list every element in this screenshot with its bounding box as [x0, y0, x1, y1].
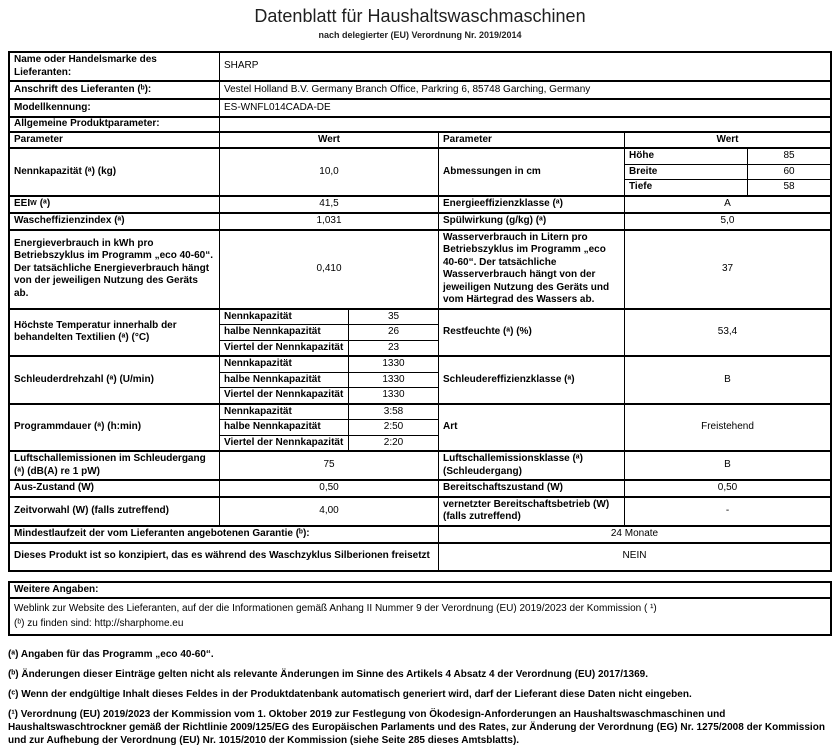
width-label: Breite — [625, 165, 748, 180]
row-capacity-dimensions — [10, 149, 830, 197]
column-header-row — [10, 133, 830, 150]
rated-capacity-label: Nennkapazität — [220, 357, 349, 372]
row-noise-noiseclass — [10, 452, 830, 481]
supplier-address-value: Vestel Holland B.V. Germany Branch Office, Parkring 6, 85748 Garching, Germany — [224, 83, 591, 95]
depth-value: 58 — [783, 181, 795, 192]
more-info-weblink-row — [10, 599, 830, 634]
section-header-row — [10, 118, 830, 133]
weblink-cell — [10, 599, 830, 634]
section-header-label: Allgemeine Produktparameter: — [10, 118, 220, 131]
weblink-line2: (ᵇ) zu finden sind: http://sharphome.eu — [14, 617, 184, 629]
supplier-address-label: Anschrift des Lieferanten (ᵇ): — [10, 82, 220, 98]
empty-cell — [220, 118, 830, 131]
model-id-value: ES-WNFL014CADA-DE — [224, 101, 331, 113]
column-header-wert-right: Wert — [716, 133, 739, 145]
water-consumption-label: Wasserverbrauch in Litern pro Betriebszyklus im Programm „eco 40-60“. Der tatsächliche Wasserverbrauch hängt von der jeweiligen Nutzung des Geräts und vom Härtegrad des Wassers ab. — [439, 231, 625, 308]
half-capacity-label: halbe Nennkapazität — [220, 325, 349, 340]
noise-label: Luftschallemissionen im Schleudergang (ᵃ) (dB(A) re 1 pW) — [10, 452, 220, 479]
half-capacity-value: 2:50 — [383, 421, 404, 432]
row-maxtemp-moisture — [10, 310, 830, 358]
column-header-parameter-right: Parameter — [439, 133, 625, 148]
rated-capacity-value: 35 — [387, 310, 400, 322]
dimensions-label: Abmessungen in cm — [439, 149, 625, 195]
wash-index-value: 1,031 — [220, 214, 439, 229]
more-info-header-row — [10, 583, 830, 600]
quarter-capacity-label: Viertel der Nennkapazität — [220, 436, 349, 451]
spin-rated — [220, 357, 438, 373]
rinse-value: 5,0 — [720, 214, 735, 226]
dimensions-subtable — [625, 149, 830, 195]
footnote-b: (ᵇ) Änderungen dieser Einträge gelten nicht als relevante Änderungen im Sinne des Artikels 4 Absatz 4 der Verordnung (EU) 2017/1369. — [8, 669, 649, 680]
energy-class-value: A — [724, 197, 731, 209]
energy-consumption-label: Energieverbrauch in kWh pro Betriebszyklus im Programm „eco 40-60“. Der tatsächliche Energieverbrauch hängt von der jeweiligen Nutzung des Geräts ab. — [10, 231, 220, 308]
delay-start-value: 4,00 — [220, 498, 439, 525]
table-row — [10, 100, 830, 118]
half-capacity-label: halbe Nennkapazität — [220, 420, 349, 435]
row-duration-type — [10, 405, 830, 453]
row-washindex-rinse — [10, 214, 830, 231]
eei-value: 41,5 — [220, 197, 439, 212]
row-silver-ions — [10, 544, 830, 570]
type-label: Art — [439, 405, 625, 451]
rated-capacity-label: Nennkapazität — [220, 405, 349, 420]
footnote-c: (ᶜ) Wenn der endgültige Inhalt dieses Feldes in der Produktdatenbank automatisch generiert wird, darf der Lieferant diese Daten nicht eingeben. — [8, 689, 692, 700]
off-mode-value: 0,50 — [220, 481, 439, 496]
quarter-capacity-label: Viertel der Nennkapazität — [220, 341, 349, 356]
column-header-wert-left: Wert — [220, 133, 439, 148]
capacity-value: 10,0 — [220, 149, 439, 195]
spin-half — [220, 373, 438, 389]
silver-ions-value: NEIN — [622, 550, 647, 562]
noise-value: 75 — [220, 452, 439, 479]
dimension-row-height — [625, 149, 830, 165]
quarter-capacity-label: Viertel der Nennkapazität — [220, 388, 349, 403]
duration-rated — [220, 405, 438, 421]
max-temp-subtable — [220, 310, 439, 356]
model-id-label: Modellkennung: — [10, 100, 220, 116]
spin-class-label: Schleudereffizienzklasse (ᵃ) — [439, 357, 625, 403]
energy-consumption-value: 0,410 — [220, 231, 439, 308]
standby-value: 0,50 — [717, 482, 738, 493]
height-label: Höhe — [625, 149, 748, 164]
delay-start-label: Zeitvorwahl (W) (falls zutreffend) — [10, 498, 220, 525]
type-value: Freistehend — [701, 421, 754, 432]
energy-class-label: Energieeffizienzklasse (ᵃ) — [439, 197, 625, 212]
duration-label: Programmdauer (ᵃ) (h:min) — [10, 405, 220, 451]
wash-index-label: Wascheffizienzindex (ᵃ) — [10, 214, 220, 229]
dimension-row-depth — [625, 180, 830, 195]
half-capacity-label: halbe Nennkapazität — [220, 373, 349, 388]
half-capacity-value: 26 — [387, 326, 400, 337]
warranty-label: Mindestlaufzeit der vom Lieferanten angebotenen Garantie (ᵇ): — [10, 527, 439, 542]
duration-half — [220, 420, 438, 436]
width-value: 60 — [783, 165, 795, 177]
row-delay-networked — [10, 498, 830, 527]
column-header-parameter-left: Parameter — [10, 133, 220, 148]
half-capacity-value: 1330 — [382, 373, 405, 385]
warranty-value: 24 Monate — [610, 527, 659, 539]
depth-label: Tiefe — [625, 180, 748, 195]
table-row — [10, 53, 830, 82]
max-temp-rated — [220, 310, 438, 326]
max-temp-quarter — [220, 341, 438, 356]
supplier-name-value: SHARP — [224, 60, 259, 72]
page-subtitle: nach delegierter (EU) Verordnung Nr. 2019/2014 — [318, 30, 522, 40]
product-parameters-table — [8, 51, 832, 572]
water-consumption-value: 37 — [721, 262, 734, 274]
page-title: Datenblatt für Haushaltswaschmaschinen — [254, 6, 586, 26]
off-mode-label: Aus-Zustand (W) — [10, 481, 220, 496]
silver-ions-label: Dieses Produkt ist so konzipiert, das es während des Waschzyklus Silberionen freisetzt — [10, 544, 439, 570]
rinse-label: Spülwirkung (g/kg) (ᵃ) — [439, 214, 625, 229]
table-row — [10, 82, 830, 100]
spin-class-value: B — [724, 373, 731, 385]
max-temp-half — [220, 325, 438, 341]
capacity-label: Nennkapazität (ᵃ) (kg) — [10, 149, 220, 195]
residual-moisture-value: 53,4 — [717, 326, 738, 337]
row-energy-water — [10, 231, 830, 310]
row-spinspeed-spinclass — [10, 357, 830, 405]
row-offmode-standby — [10, 481, 830, 498]
footnotes — [8, 648, 832, 747]
quarter-capacity-value: 1330 — [382, 389, 405, 400]
weblink-line1: Weblink zur Website des Lieferanten, auf der die Informationen gemäß Anhang II Nummer 9 der Verordnung (EU) 2019/2023 der Kommission ( ¹) — [14, 603, 657, 614]
max-temp-label: Höchste Temperatur innerhalb der behandelten Textilien (ᵃ) (°C) — [10, 310, 220, 356]
networked-standby-label: vernetzter Bereitschaftsbetrieb (W) (falls zutreffend) — [439, 498, 625, 525]
networked-standby-value: - — [725, 504, 730, 516]
quarter-capacity-value: 23 — [387, 341, 400, 353]
row-eei-energyclass — [10, 197, 830, 214]
noise-class-value: B — [724, 459, 731, 471]
more-info-header: Weitere Angaben: — [14, 583, 99, 595]
spin-speed-label: Schleuderdrehzahl (ᵃ) (U/min) — [10, 357, 220, 403]
spin-quarter — [220, 388, 438, 403]
spin-speed-subtable — [220, 357, 439, 403]
rated-capacity-value: 1330 — [382, 358, 405, 369]
footnote-a: (ᵃ) Angaben für das Programm „eco 40-60“. — [8, 649, 214, 660]
duration-quarter — [220, 436, 438, 451]
footnote-1: (¹) Verordnung (EU) 2019/2023 der Kommission vom 1. Oktober 2019 zur Festlegung von Ökodesign-Anforderungen an Haushaltswaschmaschinen und Haushaltswaschtrockner gemäß der Richtlinie 2009/125/EG des Europäischen Parlaments und des Rates, zur Änderung der Verordnung (EG) Nr. 1275/2008 der Kommission und zur Aufhebung der Verordnung (EU) Nr. 1015/2010 der Kommission (siehe Seite 285 dieses Amtsblatts). — [8, 709, 825, 746]
dimension-row-width — [625, 165, 830, 181]
rated-capacity-value: 3:58 — [383, 405, 404, 417]
more-info-table — [8, 581, 832, 637]
duration-subtable — [220, 405, 439, 451]
supplier-name-label: Name oder Handelsmarke des Lieferanten: — [10, 53, 220, 80]
eei-label: EEI W (ᵃ) — [10, 197, 220, 212]
residual-moisture-label: Restfeuchte (ᵃ) (%) — [439, 310, 625, 356]
noise-class-label: Luftschallemissionsklasse (ᵃ) (Schleudergang) — [439, 452, 625, 479]
height-value: 85 — [783, 150, 795, 161]
row-warranty — [10, 527, 830, 544]
quarter-capacity-value: 2:20 — [383, 436, 404, 448]
standby-label: Bereitschaftszustand (W) — [439, 481, 625, 496]
rated-capacity-label: Nennkapazität — [220, 310, 349, 325]
